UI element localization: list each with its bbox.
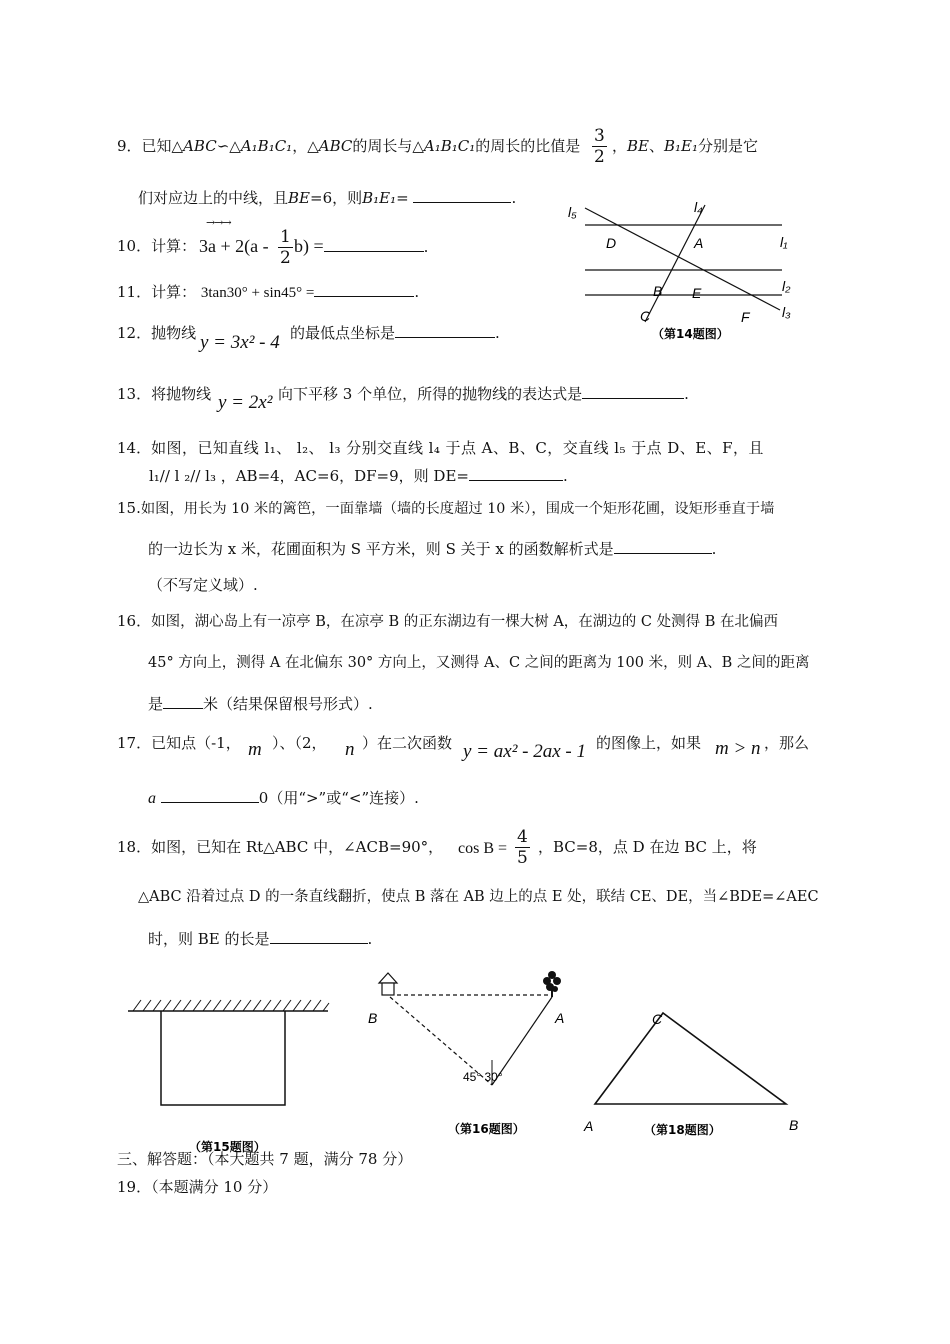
q9-line1-end: ，BE、B₁E₁分别是它 [612, 137, 759, 155]
pavilion-icon [379, 973, 397, 995]
q11-line: 11．计算： 3tan30° + sin45° = . [117, 283, 420, 301]
q9-fraction: $\frac{3}{2}$ [594, 126, 605, 167]
q17-n: n [345, 739, 355, 760]
q15-line2: 的一边长为 x 米，花圃面积为 S 平方米，则 S 关于 x 的函数解析式是 . [148, 540, 717, 558]
fence-rectangle [161, 1011, 285, 1105]
figure-16-caption: （第16题图） [448, 1122, 525, 1136]
label-A: A [584, 1118, 594, 1134]
q17-expr: y = ax² - 2ax - 1 [463, 741, 586, 762]
q10-fraction: $\frac{1}{2}$ [280, 227, 291, 268]
triangle-ABC [595, 1013, 786, 1104]
q10-expr-a: 3a + 2(a - [199, 236, 269, 256]
q9-line2: 们对应边上的中线，且BE=6，则B₁E₁= . [138, 189, 517, 207]
label-l4: l₄ [694, 199, 703, 215]
label-A: A [694, 235, 704, 251]
label-B: B [653, 283, 663, 299]
figure-14-caption: （第14题图） [652, 327, 729, 341]
label-C: C [652, 1011, 663, 1027]
q17-answer-blank[interactable] [161, 788, 259, 803]
label-l1: l₁ [780, 234, 788, 250]
q17-cmp: m > n [715, 738, 761, 759]
q18-line1: 18．如图，已知在 Rt△ABC 中，∠ACB=90°， [117, 838, 444, 856]
q19-title: 19．（本题满分 10 分） [117, 1178, 278, 1196]
q12-expr: y = 3x² - 4 [200, 332, 280, 353]
q14-line1: 14．如图，已知直线 l₁、 l₂、 l₃ 分别交直线 l₄ 于点 A、B、C，交直线 l₅ 于点 D、E、F，且 [117, 439, 764, 457]
label-C: C [640, 308, 651, 324]
label-F: F [741, 309, 750, 325]
q11-answer-blank[interactable] [314, 282, 414, 297]
q18-fraction: $\frac{4}{5}$ [517, 827, 528, 868]
figure-14 [560, 200, 800, 340]
q18-line3: 时，则 BE 的长是 . [148, 930, 373, 948]
q10-line: 10．计算： [117, 237, 197, 255]
figure-15 [125, 995, 335, 1155]
label-A: A [555, 1010, 565, 1026]
q13-answer-blank[interactable] [582, 384, 684, 399]
q17-t2: ）、（2， [272, 734, 327, 752]
figure-16 [362, 965, 565, 1136]
angle-labels: 45° 30° [463, 1070, 503, 1084]
tree-icon [543, 971, 561, 997]
line-l4 [645, 205, 705, 322]
label-l5: l₅ [568, 204, 577, 220]
q12-line-end: 的最低点坐标是 . [290, 324, 500, 342]
q16-answer-blank[interactable] [163, 694, 203, 709]
q17-line1: 17．已知点（-1， [117, 734, 241, 752]
q15-answer-blank[interactable] [614, 539, 712, 554]
label-l2: l₂ [782, 278, 791, 294]
q12-line: 12．抛物线 [117, 324, 197, 342]
figure-18-caption: （第18题图） [644, 1123, 721, 1137]
q13-line-end: 向下平移 3 个单位，所得的抛物线的表达式是 . [278, 385, 689, 403]
label-l3: l₃ [782, 304, 791, 320]
label-B: B [789, 1117, 799, 1133]
q18-line1-end: ，BC=8，点 D 在边 BC 上，将 [538, 838, 757, 856]
q12-answer-blank[interactable] [395, 323, 495, 338]
q14-line2: l₁// l ₂// l₃ ，AB=4，AC=6，DF=9，则 DE= . [149, 467, 568, 485]
section3-title: 三、解答题：（本大题共 7 题，满分 78 分） [117, 1150, 413, 1168]
q18-line2: △ABC 沿着过点 D 的一条直线翻折，使点 B 落在 AB 边上的点 E 处，联结 CE、DE，当∠BDE=∠AEC [138, 889, 819, 905]
wall-hatching [133, 1000, 329, 1011]
q15-line3: （不写定义域）. [148, 576, 258, 594]
label-D: D [606, 235, 617, 251]
q17-line2: a 0（用“>”或“<”连接）. [148, 789, 419, 807]
q9-line1: 9．已知△ABC∽△A₁B₁C₁，△ABC的周长与△A₁B₁C₁的周长的比值是 [117, 137, 581, 155]
q15-line1: 15.如图，用长为 10 米的篱笆，一面靠墙（墙的长度超过 10 米），围成一个矩形花圃，设矩形垂直于墙 [117, 499, 775, 517]
label-E: E [692, 285, 702, 301]
q10-arrows: →→→ [206, 216, 231, 229]
q16-line1: 16．如图，湖心岛上有一凉亭 B，在凉亭 B 的正东湖边有一棵大树 A，在湖边的 C 处测得 B 在北偏西 [117, 612, 778, 630]
q18-answer-blank[interactable] [270, 929, 368, 944]
q13-line: 13．将抛物线 [117, 385, 212, 403]
q17-m: m [248, 739, 262, 760]
q16-line2: 45° 方向上，测得 A 在北偏东 30° 方向上，又测得 A、C 之间的距离为 100 米，则 A、B 之间的距离 [148, 655, 810, 671]
figure-18 [580, 1008, 805, 1138]
q9-answer-blank[interactable] [413, 188, 511, 203]
q17-t3: ）在二次函数 [362, 734, 453, 752]
q10-answer-blank[interactable] [324, 237, 424, 252]
q17-t4: 的图像上，如果 [596, 734, 702, 752]
q17-t5: ，那么 [764, 734, 810, 752]
q16-line3: 是 米（结果保留根号形式）. [148, 695, 373, 713]
label-B: B [368, 1010, 378, 1026]
q14-answer-blank[interactable] [469, 466, 563, 481]
q13-expr: y = 2x² [218, 392, 273, 413]
q10-expr-b: b) = . [294, 236, 429, 256]
q18-cos: cos B = [458, 840, 508, 857]
figure-15-caption: （第15题图） [189, 1140, 266, 1154]
